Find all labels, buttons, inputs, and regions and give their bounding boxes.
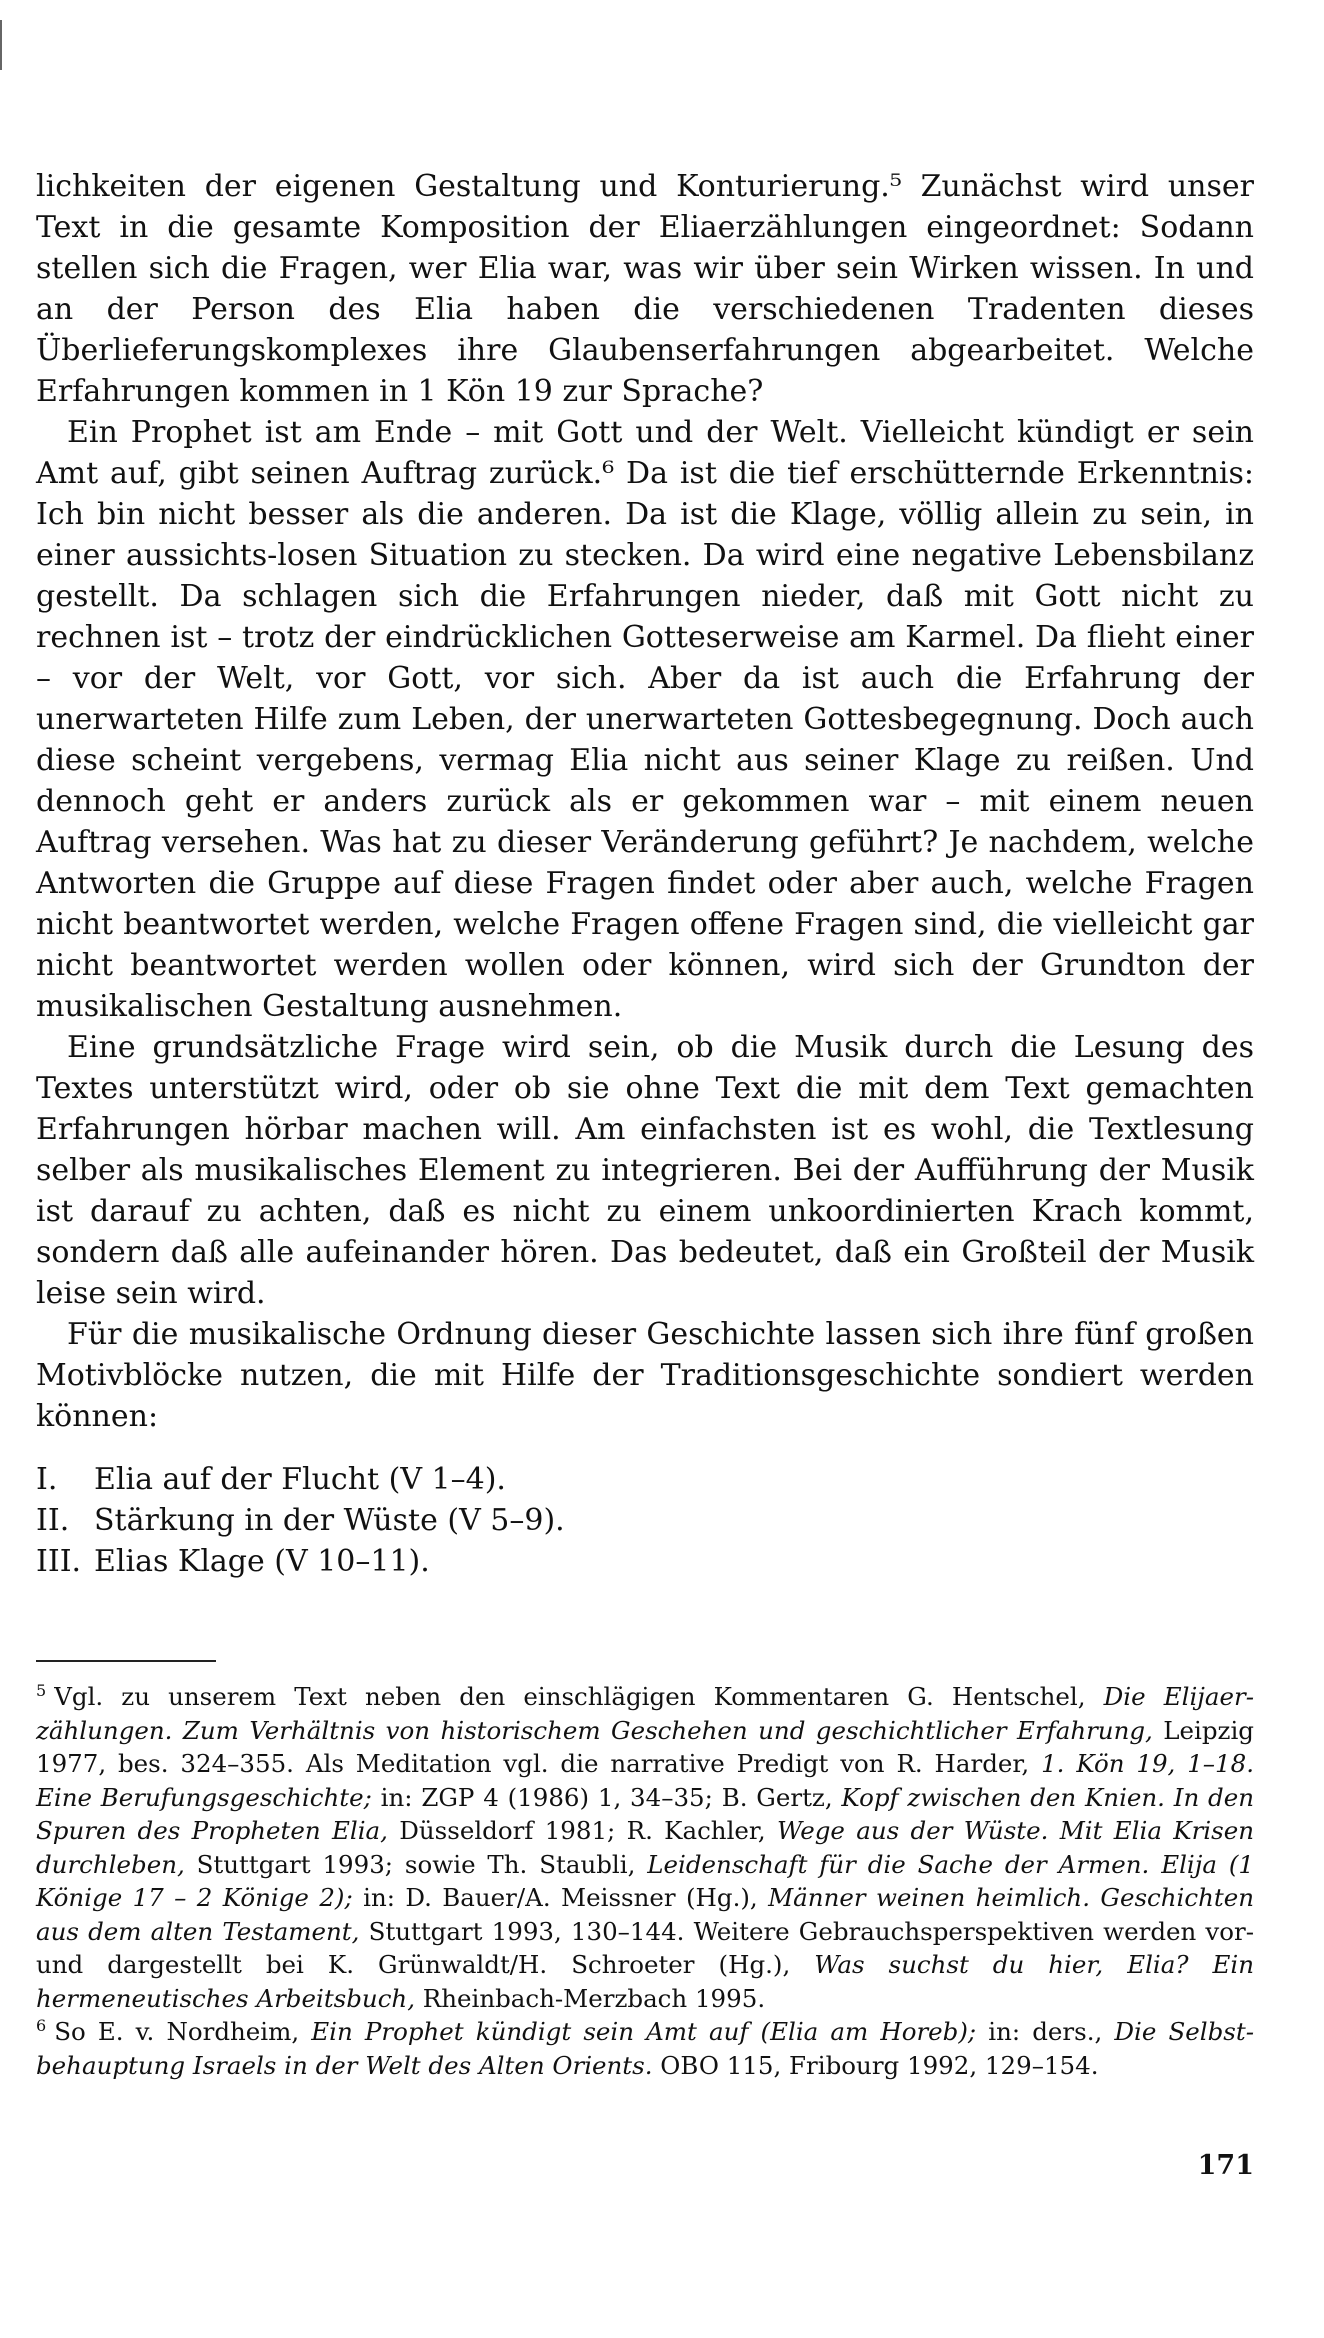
footnote-text: So E. v. Nordheim, [54, 2017, 312, 2046]
footnote-title: Männer weinen heimlich. Geschichten aus dem alten Testament, [36, 1883, 1254, 1946]
footnote-number: 5 [36, 1680, 47, 1700]
footnote-text: Düsseldorf 1981; R. Kachler, [387, 1816, 778, 1845]
footnote-text: in: D. Bauer/A. Meissner (Hg.), [352, 1883, 769, 1912]
motif-list [36, 1459, 1254, 1582]
page-number: 171 [1197, 2150, 1254, 2181]
footnote-text: Rheinbach-Merzbach 1995. [414, 1983, 766, 2013]
footnote-text: OBO 115, Fribourg 1992, 129–154. [652, 2050, 1099, 2080]
footnote-divider [36, 1660, 216, 1662]
list-item [36, 1541, 1254, 1582]
motif-number: II. [36, 1503, 70, 1538]
footnote-text: in: ZGP 4 (1986) 1, 34–35; B. Gertz, [371, 1782, 842, 1812]
footnotes [36, 1680, 1254, 2082]
footnote-5 [36, 1680, 1254, 2015]
footnote-title: Was suchst du hier, Elia? Ein hermeneutisches Arbeitsbuch, [36, 1950, 1255, 2013]
motif-number: I. [36, 1462, 58, 1497]
footnote-title: Ein Prophet kündigt sein Amt auf (Elia am Horeb); [311, 2017, 977, 2046]
motif-text: Elia auf der Flucht (V 1–4). [94, 1462, 506, 1497]
footnote-title: 1. Kön 19, 1–18. Eine Berufungsgeschichte; [36, 1749, 1254, 1812]
motif-text: Stärkung in der Wüste (V 5–9). [94, 1503, 565, 1538]
footnote-title: Leidenschaft für die Sache der Armen. Elija (1 Könige 17 – 2 Könige 2); [36, 1849, 1254, 1912]
footnote-title: Wege aus der Wüste. Mit Elia Krisen durchleben, [36, 1816, 1254, 1879]
footnote-6 [36, 2015, 1254, 2082]
footnote-text: in: ders., [976, 2017, 1115, 2046]
footnote-text: Leipzig 1977, bes. 324–355. Als Meditation vgl. die narrative Predigt von R. Harder, [36, 1715, 1254, 1778]
motif-number: III. [36, 1544, 82, 1579]
list-item [36, 1500, 1254, 1541]
footnote-title: Die Elijaerzählungen. Zum Verhältnis von historischem Geschehen und geschichtlicher Erfahrung, [36, 1682, 1254, 1745]
paragraph-3: Eine grundsätzliche Frage wird sein, ob die Musik durch die Lesung des Textes unterstützt wird, oder ob sie ohne Text die mit dem Text gemachten Erfahrungen hörbar machen will. Am einfachsten ist es wohl, die Textlesung selber als musikalisches Element zu integrieren. Bei der Aufführung der Musik ist darauf zu achten, daß es nicht zu einem unkoordinierten Krach kommt, sondern daß alle aufeinander hören. Das bedeutet, daß ein Großteil der Musik leise sein wird. [36, 1030, 1254, 1311]
paragraph-2: Ein Prophet ist am Ende – mit Gott und der Welt. Vielleicht kündigt er sein Amt auf, gibt seinen Auftrag zurück.⁶ Da ist die tief erschütternde Erkenntnis: Ich bin nicht besser als die anderen. Da ist die Klage, völlig allein zu sein, in einer aussichts-losen Situation zu stecken. Da wird eine negative Lebensbilanz gestellt. Da schlagen sich die Erfahrungen nieder, daß mit Gott nicht zu rechnen ist – trotz der eindrücklichen Gotteserweise am Karmel. Da flieht einer – vor der Welt, vor Gott, vor sich. Aber da ist auch die Erfahrung der unerwarteten Hilfe zum Leben, der unerwarteten Gottesbegegnung. Doch auch diese scheint vergebens, vermag Elia nicht aus seiner Klage zu reißen. Und dennoch geht er anders zurück als er gekommen war – mit einem neuen Auftrag versehen. Was hat zu dieser Veränderung geführt? Je nachdem, welche Antworten die Gruppe auf diese Fragen findet oder aber auch, welche Fragen nicht beantwortet werden, welche Fragen offene Fragen sind, die vielleicht gar nicht beantwortet werden wollen oder können, wird sich der Grundton der musikalischen Gestaltung ausnehmen. [36, 415, 1254, 1024]
footnote-title: Kopf zwischen den Knien. In den Spuren des Propheten Elia, [36, 1782, 1254, 1845]
list-item [36, 1459, 1254, 1500]
paragraph-1: lichkeiten der eigenen Gestaltung und Konturierung.⁵ Zunächst wird unser Text in die gesamte Komposition der Eliaerzählungen eingeordnet: Sodann stellen sich die Fragen, wer Elia war, was wir über sein Wirken wissen. In und an der Person des Elia haben die verschiedenen Tradenten dieses Überlieferungskomplexes ihre Glaubenserfahrungen abgearbeitet. Welche Erfahrungen kommen in 1 Kön 19 zur Sprache? [36, 169, 1254, 409]
footnote-text: Stuttgart 1993; sowie Th. Staubli, [184, 1849, 648, 1879]
footnote-title: Die Selbstbehauptung Israels in der Welt des Alten Orients. [36, 2017, 1254, 2080]
motif-text: Elias Klage (V 10–11). [94, 1544, 430, 1579]
paragraph-4: Für die musikalische Ordnung dieser Geschichte lassen sich ihre fünf großen Motivblöcke nutzen, die mit Hilfe der Traditionsgeschichte sondiert werden können: [36, 1317, 1254, 1434]
footnote-text: Stuttgart 1993, 130–144. Weitere Gebrauchsperspektiven werden vor- und dargestellt bei K. Grünwaldt/H. Schroeter (Hg.), [36, 1916, 1254, 1979]
body-text [36, 166, 1254, 1582]
scan-edge-mark [0, 20, 2, 70]
footnote-text: Vgl. zu unserem Text neben den einschlägigen Kommentaren G. Hentschel, [54, 1682, 1104, 1711]
footnote-number: 6 [36, 2015, 47, 2035]
